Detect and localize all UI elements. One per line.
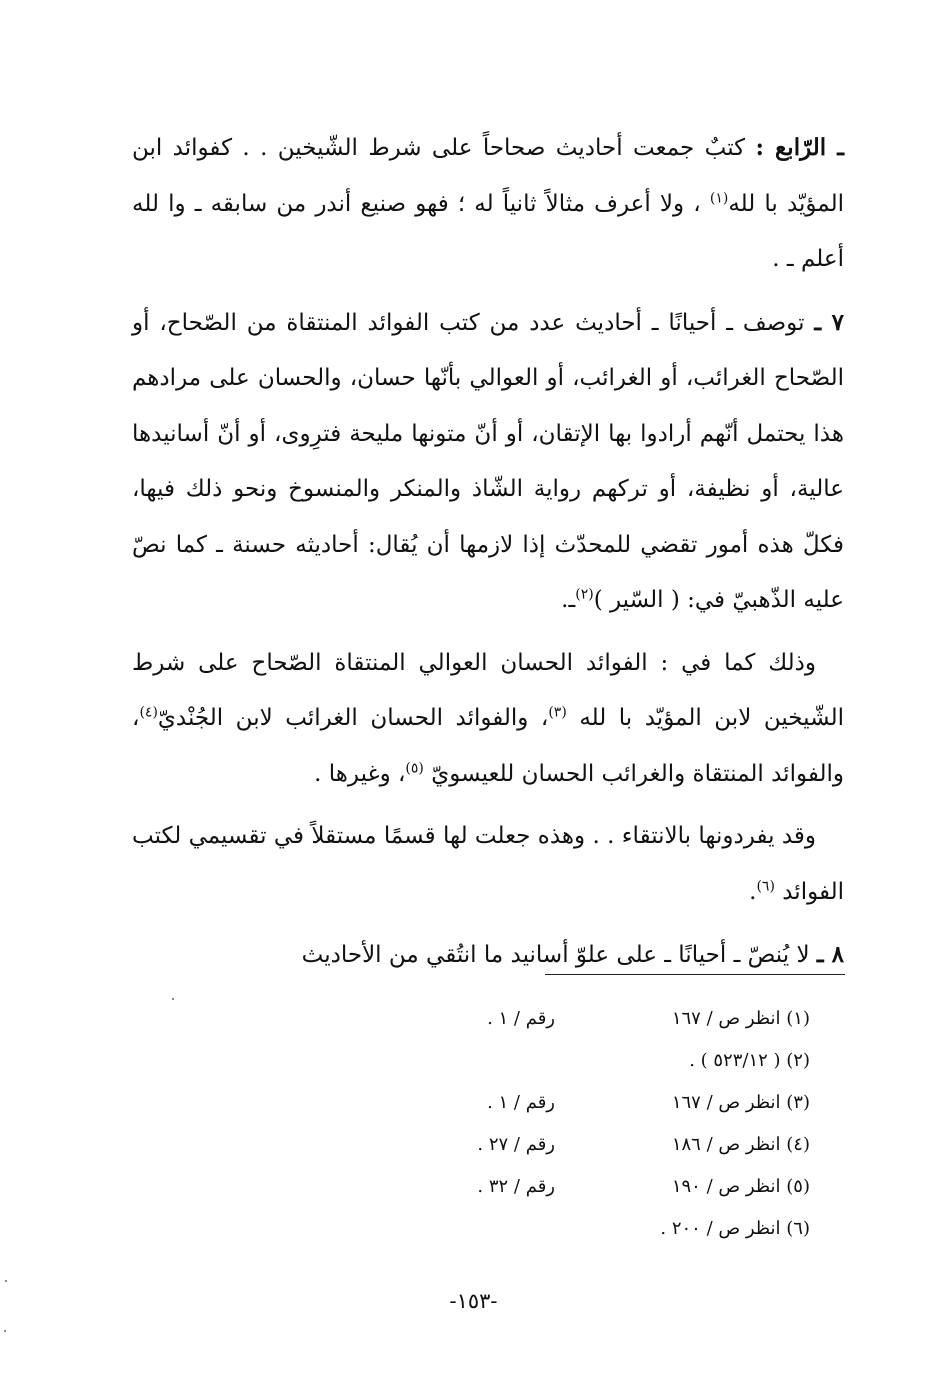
footnote-ref: رقم / ٣٢ . xyxy=(477,1176,555,1197)
scan-speck xyxy=(4,1330,6,1332)
page-number: -١٥٣- xyxy=(449,1289,498,1313)
paragraph-text: وذلك كما في : الفوائد الحسان العوالي المنتقاة الصّحاح على شرط الشّيخين لابن المؤيّد با لله xyxy=(132,649,844,731)
footnote-text: (٦) انظر ص / ٢٠٠ . xyxy=(660,1218,810,1239)
paragraph-text: . xyxy=(749,878,757,905)
footnote-marker[interactable]: (٥) xyxy=(405,759,424,776)
item-lead: ٨ ـ xyxy=(816,941,844,968)
paragraph-text: ، والفوائد الحسان الغرائب لابن الجُنْديّ xyxy=(157,705,549,731)
body-text xyxy=(132,120,844,984)
footnote-4 xyxy=(420,1124,810,1166)
paragraph-item-7 xyxy=(132,295,844,629)
paragraph-text: ، والفوائد المنتقاة والغرائب الحسان للعيسويّ xyxy=(132,705,844,787)
scan-speck xyxy=(172,998,174,1000)
footnote-2 xyxy=(420,1040,810,1082)
paragraph-selection xyxy=(132,809,844,920)
footnote-marker[interactable]: (٣) xyxy=(548,704,567,721)
paragraph-text: لا يُنصّ ـ أحيانًا ـ على علوّ أسانيد ما انتُقي من الأحاديث xyxy=(301,942,817,968)
paragraph-item-8 xyxy=(132,927,844,984)
footnote-text: (٣) انظر ص / ١٦٧ xyxy=(671,1092,810,1113)
footnote-marker[interactable]: (٢) xyxy=(575,586,594,603)
footnote-text: (٢) ( ٥٢٣/١٢ ) . xyxy=(689,1050,810,1071)
footnote-5 xyxy=(420,1166,810,1208)
paragraph-text: ، وغيرها . xyxy=(314,760,406,787)
item-lead: ـ الرّابع : xyxy=(755,134,844,161)
footnote-1 xyxy=(420,998,810,1040)
footnote-6 xyxy=(420,1208,810,1250)
footnote-text: (٥) انظر ص / ١٩٠ xyxy=(671,1176,810,1197)
paragraph-text: توصف ـ أحيانًا ـ أحاديث عدد من كتب الفوائد المنتقاة من الصّحاح، أو الصّحاح الغرائب، أو الغرائب، أو العوالي بأنّها حسان، والحسان على مرادهم هذا يحتمل أنّهم أرادوا بها الإتقان، أو أنّ متونها مليحة فترِوى، أو أنّ أسانيدها عالية، أو نظيفة، أو تركهم رواية الشّاذ والمنكر والمنسوخ ونحو ذلك فيها، فكلّ هذه أمور تقضي للمحدّث إذا لازمها أن يُقال: أحاديثه حسنة ـ كما نصّ عليه الذّهبيّ في: ( السّير ) xyxy=(132,309,844,613)
paragraph-text: ، ولا أعرف مثالاً ثانياً له ؛ فهو صنيع أندر من سابقه ـ وا لله أعلم ـ . xyxy=(132,190,844,272)
paragraph-text: وقد يفردونها بالانتقاء . . وهذه جعلت لها قسمًا مستقلاً في تقسيمي لكتب الفوائد xyxy=(132,823,844,905)
footnote-3 xyxy=(420,1082,810,1124)
footnote-marker[interactable]: (٦) xyxy=(756,877,775,894)
footnote-ref: رقم / ١ . xyxy=(487,1008,555,1029)
footnotes xyxy=(420,998,810,1250)
footnote-ref: رقم / ١ . xyxy=(487,1092,555,1113)
scan-speck xyxy=(5,1280,7,1282)
footnote-text: (٤) انظر ص / ١٨٦ xyxy=(671,1134,810,1155)
footnote-text: (١) انظر ص / ١٦٧ xyxy=(671,1008,810,1029)
footnote-separator xyxy=(545,974,845,975)
paragraph-examples xyxy=(132,636,844,803)
footnote-ref: رقم / ٢٧ . xyxy=(477,1134,555,1155)
paragraph-fourth-type xyxy=(132,120,844,288)
paragraph-text: كتبٌ جمعت أحاديث صحاحاً على شرط الشّيخين . . كفوائد ابن المؤيّد با لله xyxy=(132,135,844,217)
footnote-marker[interactable]: (٤) xyxy=(139,704,158,721)
item-lead: ٧ ـ xyxy=(814,308,845,336)
paragraph-text: ـ. xyxy=(561,587,576,613)
footnote-marker[interactable]: (١) xyxy=(709,189,729,206)
